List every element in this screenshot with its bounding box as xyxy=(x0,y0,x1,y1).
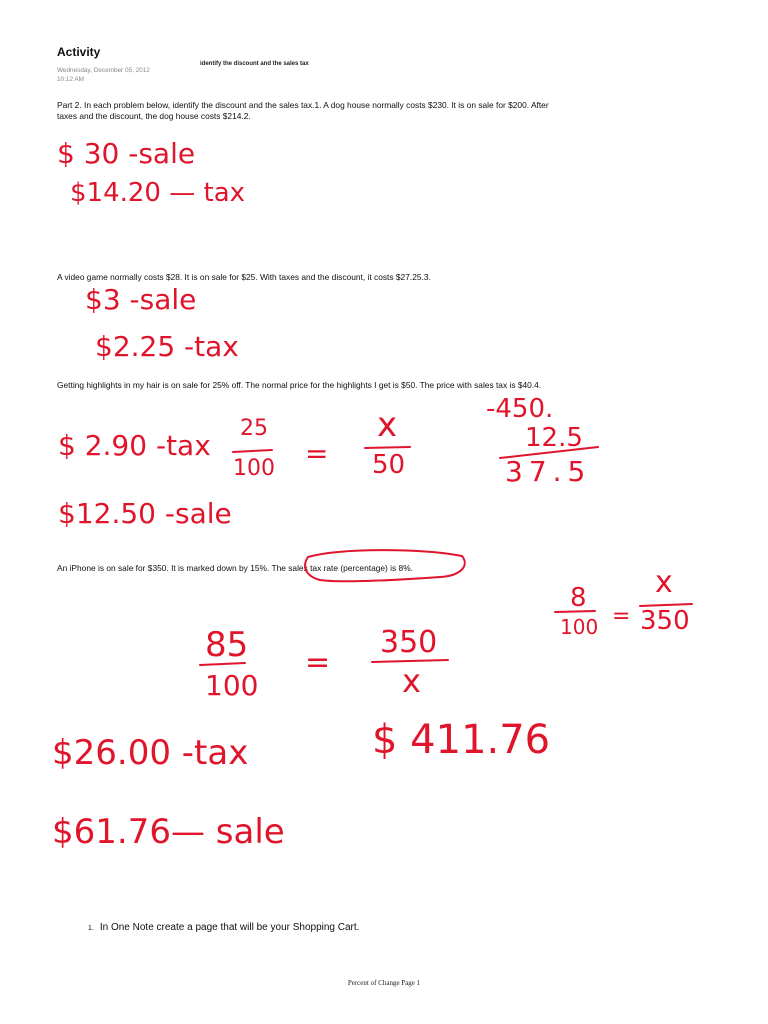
problem-4-text: An iPhone is on sale for $350. It is marked down by 15%. The sales tax rate (percentage) is 8%. xyxy=(57,563,413,573)
handwritten-p3-calc-bottom: 37.5 xyxy=(505,455,592,488)
handwritten-p3-calc-mid: 12.5 xyxy=(525,423,583,453)
list-text: In One Note create a page that will be your Shopping Cart. xyxy=(99,922,360,933)
handwritten-p3-calc-top: -450. xyxy=(486,394,554,424)
handwritten-p4-sale: $61.76— sale xyxy=(52,812,285,852)
handwritten-p4-small-denominator: 100 xyxy=(560,615,599,639)
page-title: Activity xyxy=(57,45,101,59)
page-footer: Percent of Change Page 1 xyxy=(347,979,421,987)
handwritten-p3-equals: = xyxy=(305,437,329,470)
problem-2-text: A video game normally costs $28. It is on sale for $25. With taxes and the discount, it costs $27.25.3. xyxy=(57,272,431,282)
p4-small-fraction-bar xyxy=(555,611,595,612)
handwritten-p4-fraction-denominator: 100 xyxy=(205,669,259,702)
problem-3-text: Getting highlights in my hair is on sale for 25% off. The normal price for the highlights I get is $50. The price with sales tax is $40.4. xyxy=(57,380,542,390)
handwritten-p2-tax: $2.25 -tax xyxy=(95,330,239,363)
problem-intro: Part 2. In each problem below, identify the discount and the sales tax.1. A dog house normally costs $230. It is on sale for $200. After taxes and the discount, the dog house costs $214.2. xyxy=(57,100,549,121)
page-time: 10:12 AM xyxy=(57,76,85,83)
page-date: Wednesday, December 05, 2012 xyxy=(57,67,150,74)
p3-fraction-bar xyxy=(233,450,272,452)
handwritten-p3-x-denominator: 50 xyxy=(372,450,406,480)
handwritten-p1-sale: $ 30 -sale xyxy=(57,137,196,170)
handwritten-p4-total: $ 411.76 xyxy=(372,717,551,763)
handwritten-p3-fraction-denominator: 100 xyxy=(233,456,275,481)
handwritten-p4-small-denominator-2: 350 xyxy=(640,606,690,636)
handwritten-p4-tax: $26.00 -tax xyxy=(52,733,249,773)
handwritten-p3-tax: $ 2.90 -tax xyxy=(58,429,211,462)
header-note: identify the discount and the sales tax xyxy=(200,61,309,67)
p4-rhs-fraction-bar xyxy=(372,660,448,662)
list-item xyxy=(88,922,359,933)
p4-fraction-bar xyxy=(200,663,245,665)
handwritten-p4-rhs-numerator: 350 xyxy=(380,625,438,660)
handwritten-p4-small-x: x xyxy=(655,565,673,600)
handwritten-p1-tax: $14.20 — tax xyxy=(70,178,246,208)
handwritten-p4-small-numerator: 8 xyxy=(570,583,587,613)
list-number: 1. xyxy=(88,925,94,932)
circle-annotation xyxy=(305,550,465,581)
handwritten-p3-x: x xyxy=(377,405,398,445)
handwritten-p4-small-equals: = xyxy=(612,604,631,629)
handwritten-p2-sale: $3 -sale xyxy=(85,283,197,316)
handwritten-p4-equals: = xyxy=(305,645,331,680)
handwritten-p4-fraction-numerator: 85 xyxy=(205,625,249,665)
handwritten-p3-sale: $12.50 -sale xyxy=(58,497,232,530)
p4-small-rhs-fraction-bar xyxy=(640,604,692,606)
p3-x-fraction-bar xyxy=(365,447,410,448)
handwritten-p3-fraction-numerator: 25 xyxy=(240,416,268,441)
p3-calc-underline xyxy=(500,447,598,458)
handwritten-p4-rhs-denominator: x xyxy=(402,662,421,700)
